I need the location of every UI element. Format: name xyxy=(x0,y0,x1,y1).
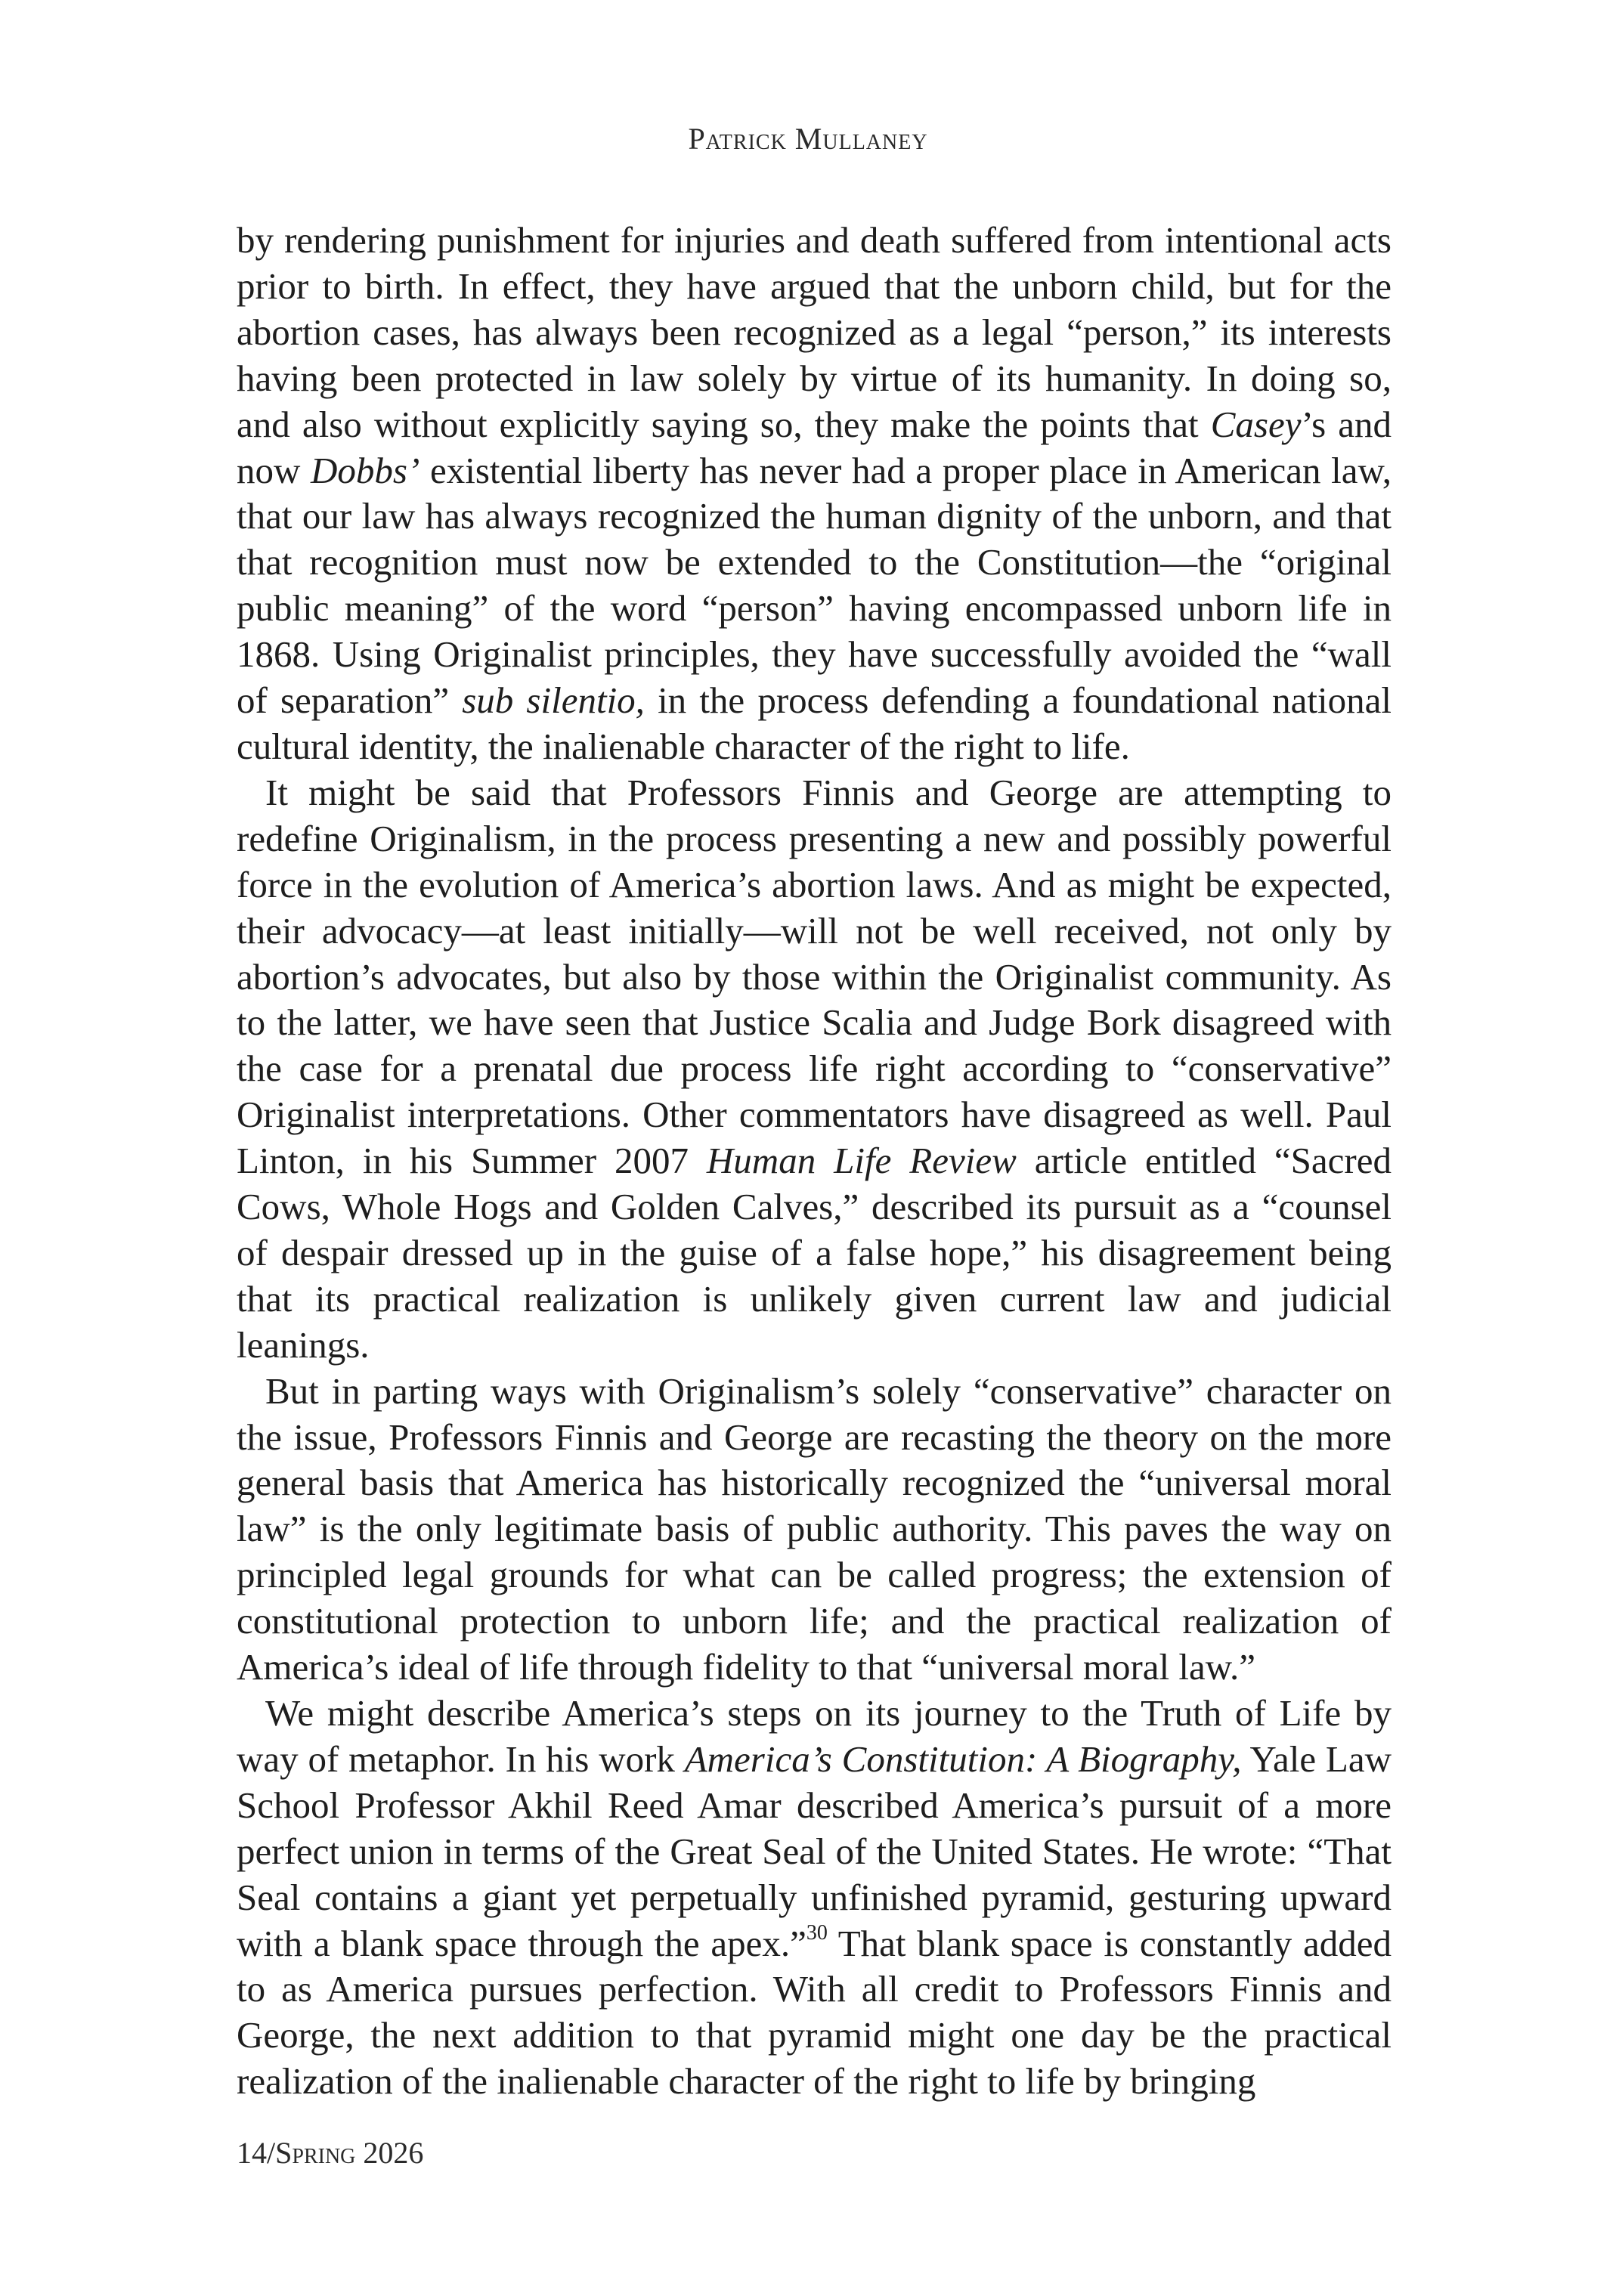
issue-season: Spring xyxy=(275,2136,356,2170)
text-run: by rendering punishment for injuries and death suffered from intentional acts prior to birth. In effect, they have argued that the unborn child, but for the abortion cases, has always been recognized as a legal “person,” its interests having been protected in law solely by virtue of its humanity. In doing so, and also without explicitly saying so, they make the points that xyxy=(237,219,1392,445)
case-name-dobbs: Dobbs’ xyxy=(311,449,420,491)
text-run: But in parting ways with Originalism’s solely “conservative” character on the issue, Professors Finnis and George are recasting the theory on the more general basis that America has historically recognized the “universal moral law” is the only legitimate basis of public authority. This paves the way on principled legal grounds for what can be called progress; the extension of constitutional protection to unborn life; and the practical realization of America’s ideal of life through fidelity to that “universal moral law.” xyxy=(237,1369,1392,1688)
folio xyxy=(237,2135,423,2171)
paragraph xyxy=(237,1369,1392,1691)
text-run: That blank space is constantly added to as America pursues perfection. With all credit to Professors Finnis and George, the next addition to that pyramid might one day be the practical realization of the inalienable character of the right to life by bringing xyxy=(237,1922,1392,2103)
text-run: existential liberty has never had a proper place in American law, that our law has always recognized the human dignity of the unborn, and that that recognition must now be extended to the Constitution—the “original public meaning” of the word “person” having encompassed unborn life in 1868. Using Originalist principles, they have successfully avoided the “wall of separation” xyxy=(237,449,1392,722)
article-body xyxy=(237,218,1392,2105)
book-title: America’s Constitution: A Biography, xyxy=(684,1737,1242,1780)
text-run: ’s and now xyxy=(237,403,1392,491)
paragraph xyxy=(237,770,1392,1369)
paragraph xyxy=(237,1691,1392,2105)
running-head: Patrick Mullaney xyxy=(688,122,928,156)
text-run: We might describe America’s steps on its journey to the Truth of Life by way of metaphor. In his work xyxy=(237,1692,1392,1780)
issue-year: 2026 xyxy=(355,2136,424,2170)
publication-title: Human Life Review xyxy=(706,1140,1017,1182)
text-run: article entitled “Sacred Cows, Whole Hogs and Golden Calves,” described its pursuit as a “counsel of despair dressed up in the guise of a false hope,” his disagreement being that its practical realization is unlikely given current law and judicial leanings. xyxy=(237,1140,1392,1366)
text-run: Yale Law School Professor Akhil Reed Amar described America’s pursuit of a more perfect union in terms of the Great Seal of the United States. He wrote: “That Seal contains a giant yet perpetually unfinished pyramid, gesturing upward with a blank space through the apex.” xyxy=(237,1737,1392,1964)
case-name-casey: Casey xyxy=(1210,403,1302,445)
text-run: in the process defending a foundational national cultural identity, the inalienable character of the right to life. xyxy=(237,679,1392,767)
paragraph xyxy=(237,218,1392,770)
latin-phrase: sub silentio, xyxy=(462,679,645,722)
footnote-marker: 30 xyxy=(806,1920,828,1945)
text-run: It might be said that Professors Finnis and George are attempting to redefine Originalism, in the process presenting a new and possibly powerful force in the evolution of America’s abortion laws. And as might be expected, their advocacy—at least initially—will not be well received, not only by abortion’s advocates, but also by those within the Originalist community. As to the latter, we have seen that Justice Scalia and Judge Bork disagreed with the case for a prenatal due process life right according to “conservative” Originalist interpretations. Other commentators have disagreed as well. Paul Linton, in his Summer 2007 xyxy=(237,771,1392,1182)
page-number: 14/ xyxy=(237,2136,276,2170)
